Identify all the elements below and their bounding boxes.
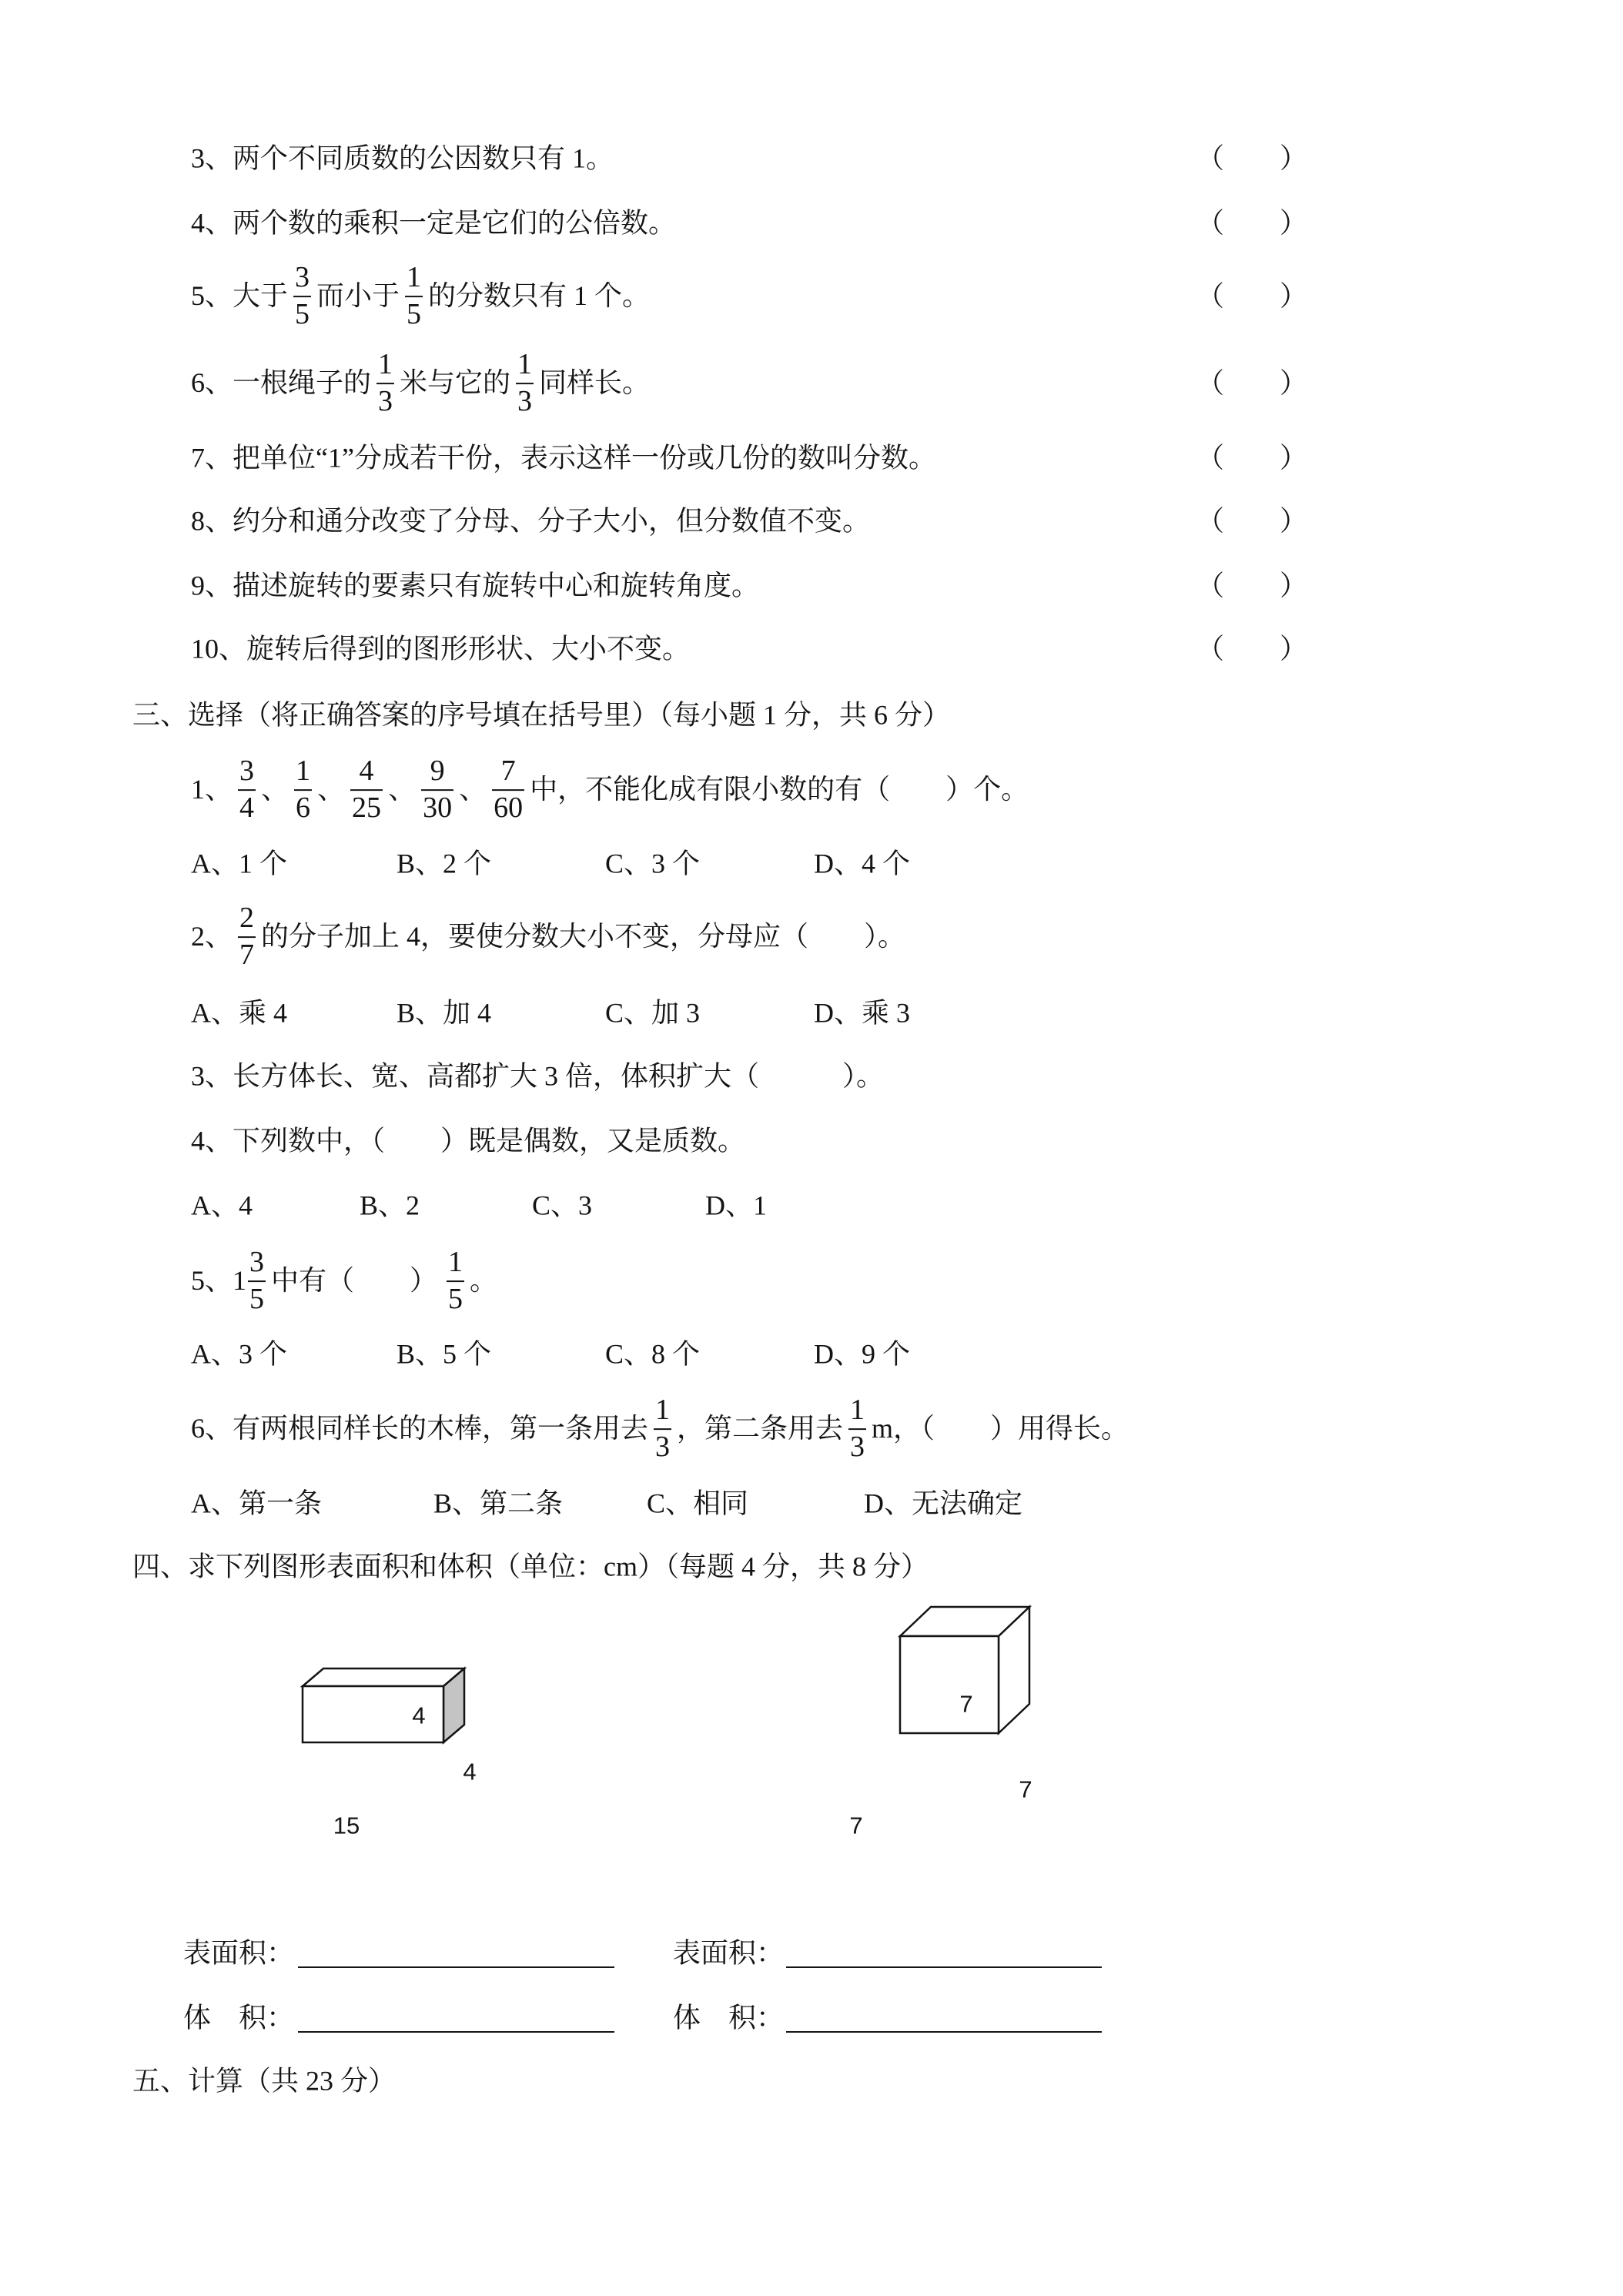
volume-label: 体 积： [183, 2002, 295, 2033]
question-number: 2、 [191, 921, 233, 952]
section-heading-geometry [132, 1550, 929, 1583]
numerator: 3 [249, 1246, 265, 1279]
option-a: A、1 个 [191, 848, 287, 879]
question-text: 6、有两根同样长的木棒，第一条用去 [191, 1413, 649, 1444]
question-number: 5、1 [191, 1265, 247, 1297]
question-text: 而小于 [316, 280, 400, 312]
judgement-item-6 [191, 350, 650, 417]
denominator: 25 [352, 792, 382, 824]
separator: 、 [459, 774, 487, 805]
question-text: 3、两个不同质数的公因数只有 1。 [191, 142, 614, 174]
cube-figure [885, 1594, 1047, 1748]
question-text: 的分子加上 4，要使分数大小不变，分母应（ ）。 [261, 921, 906, 952]
question-number: 1、 [191, 774, 233, 805]
fraction-bar [350, 789, 383, 791]
surface-area-blank [786, 1966, 1102, 1968]
question-text: 米与它的 [400, 367, 511, 399]
fraction-bar [238, 936, 256, 938]
denominator: 60 [494, 792, 524, 824]
answer-parentheses: （ ） [1196, 142, 1308, 174]
section-title: 三、选择（将正确答案的序号填在括号里）（每小题 1 分，共 6 分） [132, 699, 951, 731]
answer-parentheses: （ ） [1196, 442, 1308, 474]
cube-front-label: 7 [959, 1690, 973, 1718]
question-text: m，（ ）用得长。 [872, 1413, 1129, 1444]
option-d: D、9 个 [814, 1338, 910, 1370]
denominator: 30 [423, 792, 453, 824]
option-c: C、3 [532, 1190, 593, 1221]
option-c: C、加 3 [605, 997, 701, 1029]
answer-parentheses: （ ） [1196, 633, 1308, 664]
answer-parentheses: （ ） [1196, 280, 1308, 312]
question-text: 10、旋转后得到的图形形状、大小不变。 [191, 633, 691, 664]
option-a: A、4 [191, 1190, 253, 1221]
fraction-bar [238, 789, 256, 791]
cuboid-width-label: 4 [463, 1758, 477, 1786]
fraction-bar [293, 296, 311, 297]
option-d: D、1 [705, 1190, 767, 1221]
fraction-bar [447, 1280, 464, 1282]
separator: 、 [317, 774, 346, 805]
section-title: 五、计算（共 23 分） [132, 2065, 397, 2097]
numerator: 1 [407, 261, 422, 294]
section-heading-calculation [132, 2064, 396, 2097]
denominator: 5 [249, 1283, 265, 1315]
cube-edge-label: 7 [849, 1812, 863, 1839]
fraction-bar [516, 383, 534, 384]
numerator: 7 [500, 755, 516, 788]
question-text: 7、把单位“1”分成若干份，表示这样一份或几份的数叫分数。 [191, 442, 936, 474]
fraction [238, 903, 256, 971]
numerator: 1 [448, 1246, 463, 1279]
cuboid-top-face [303, 1668, 464, 1686]
question-text: 6、一根绳子的 [191, 367, 372, 399]
fraction [294, 756, 312, 824]
volume-blank [298, 2031, 614, 2033]
judgement-item-10 [191, 632, 690, 665]
cube-depth-label: 7 [1019, 1776, 1032, 1803]
option-a: A、3 个 [191, 1338, 287, 1370]
answer-parentheses: （ ） [1196, 570, 1308, 601]
choice-question-5 [191, 1247, 497, 1315]
choice-question-3 [191, 1059, 884, 1093]
cube-front-face [900, 1636, 999, 1733]
cuboid-figure [293, 1659, 477, 1755]
option-b: B、5 个 [397, 1338, 492, 1370]
judgement-item-3 [191, 142, 614, 175]
section-heading-choice [132, 698, 950, 731]
denominator: 5 [448, 1283, 463, 1315]
separator: 、 [388, 774, 417, 805]
question-text: 8、约分和通分改变了分母、分子大小，但分数值不变。 [191, 505, 871, 537]
question-text: 4、下列数中，（ ）既是偶数，又是质数。 [191, 1125, 746, 1156]
fraction [447, 1247, 464, 1315]
fraction [376, 350, 394, 417]
choice-question-1 [191, 756, 1029, 824]
option-c: C、相同 [647, 1488, 749, 1519]
judgement-item-7 [191, 441, 936, 474]
numerator: 1 [378, 348, 393, 381]
question-text: 4、两个数的乘积一定是它们的公倍数。 [191, 207, 677, 239]
numerator: 2 [239, 902, 255, 935]
numerator: 3 [295, 261, 310, 294]
fraction-bar [654, 1428, 671, 1430]
question-text: 的分数只有 1 个。 [428, 280, 651, 312]
numerator: 1 [296, 755, 311, 788]
question-text: 中有（ ） [271, 1265, 438, 1297]
fraction [516, 350, 534, 417]
fraction [405, 263, 423, 330]
denominator: 5 [407, 298, 422, 330]
question-text: 。 [470, 1265, 498, 1297]
surface-area-label: 表面积： [673, 1937, 785, 1969]
numerator: 1 [517, 348, 533, 381]
option-c: C、8 个 [605, 1338, 701, 1370]
fraction-bar [405, 296, 423, 297]
option-b: B、2 [360, 1190, 420, 1221]
fraction-bar [376, 383, 394, 384]
numerator: 3 [239, 755, 255, 788]
denominator: 7 [239, 939, 255, 971]
option-d: D、4 个 [814, 848, 910, 879]
fraction [421, 756, 453, 824]
fraction [248, 1247, 266, 1315]
surface-area-blank [298, 1966, 614, 1968]
choice-question-4 [191, 1124, 745, 1157]
numerator: 4 [359, 755, 374, 788]
fraction-bar [492, 789, 524, 791]
option-d: D、无法确定 [864, 1488, 1022, 1519]
cuboid-height-label: 4 [412, 1702, 426, 1729]
fraction [492, 756, 524, 824]
denominator: 6 [296, 792, 311, 824]
numerator: 1 [850, 1394, 865, 1427]
judgement-item-9 [191, 569, 759, 602]
question-text: 同样长。 [539, 367, 651, 399]
fraction-bar [294, 789, 312, 791]
fraction [848, 1395, 866, 1463]
section-title: 四、求下列图形表面积和体积（单位：cm）（每题 4 分，共 8 分） [132, 1551, 929, 1582]
volume-label: 体 积： [673, 2002, 785, 2033]
denominator: 3 [378, 385, 393, 417]
fraction [293, 263, 311, 330]
question-text: 5、大于 [191, 280, 289, 312]
choice-question-2 [191, 903, 905, 971]
denominator: 5 [295, 298, 310, 330]
surface-area-label: 表面积： [183, 1937, 295, 1969]
answer-parentheses: （ ） [1196, 207, 1308, 239]
numerator: 1 [655, 1394, 671, 1427]
option-b: B、第二条 [433, 1488, 564, 1519]
option-b: B、加 4 [397, 997, 492, 1029]
fraction [654, 1395, 671, 1463]
denominator: 3 [517, 385, 533, 417]
option-a: A、乘 4 [191, 997, 287, 1029]
answer-parentheses: （ ） [1196, 505, 1308, 537]
fraction-bar [248, 1280, 266, 1282]
separator: 、 [261, 774, 289, 805]
fraction [238, 756, 256, 824]
option-d: D、乘 3 [814, 997, 910, 1029]
fraction [350, 756, 383, 824]
choice-question-6 [191, 1395, 1129, 1463]
question-text: 中，不能化成有限小数的有（ ）个。 [530, 774, 1029, 805]
cuboid-length-label: 15 [333, 1812, 360, 1839]
numerator: 9 [430, 755, 445, 788]
denominator: 3 [850, 1431, 865, 1463]
question-text: ，第二条用去 [677, 1413, 844, 1444]
question-text: 3、长方体长、宽、高都扩大 3 倍，体积扩大（ ）。 [191, 1060, 885, 1092]
option-b: B、2 个 [397, 848, 492, 879]
option-a: A、第一条 [191, 1488, 322, 1519]
option-c: C、3 个 [605, 848, 701, 879]
denominator: 3 [655, 1431, 671, 1463]
judgement-item-8 [191, 504, 870, 537]
judgement-item-4 [191, 206, 676, 239]
volume-blank [786, 2031, 1102, 2033]
question-text: 9、描述旋转的要素只有旋转中心和旋转角度。 [191, 570, 760, 601]
fraction-bar [421, 789, 453, 791]
judgement-item-5 [191, 263, 650, 330]
denominator: 4 [239, 792, 255, 824]
fraction-bar [848, 1428, 866, 1430]
answer-parentheses: （ ） [1196, 367, 1308, 399]
